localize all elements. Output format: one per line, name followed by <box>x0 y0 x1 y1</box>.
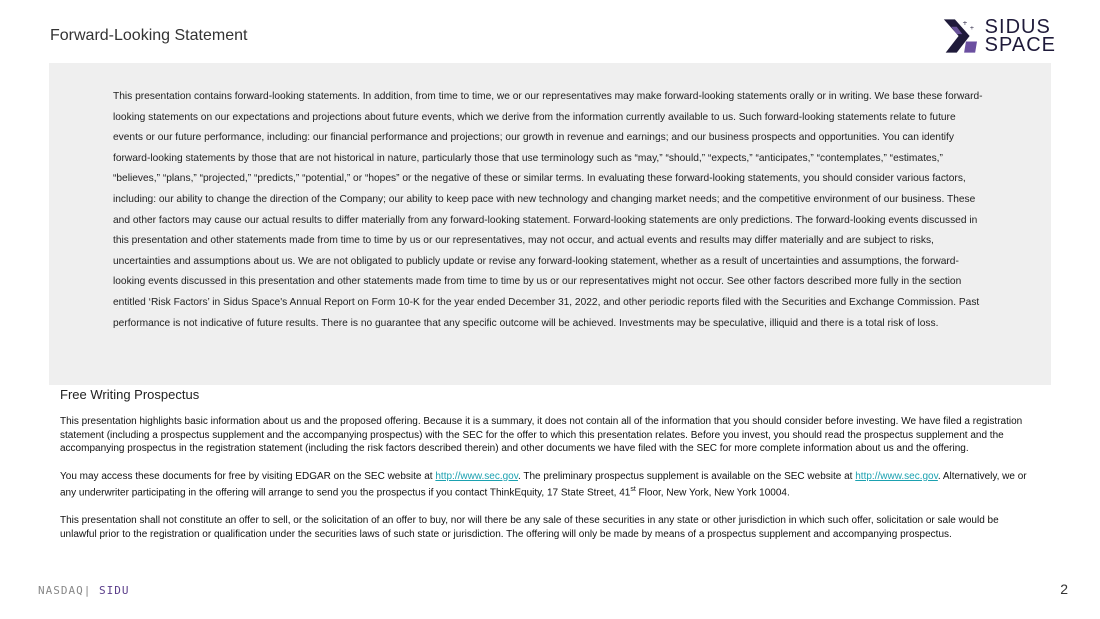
fwp-paragraph-3: This presentation shall not constitute an offer to sell, or the solicitation of an offer to buy, nor will there be any sale of these securities in any state or other jurisdiction in which such offer, solicitation or sale would be unlawful prior to the registration or qualification under the securities laws of such state or jurisdiction. The offering will only be made by means of a prospectus supplement and accompanying prospectus. <box>60 514 999 540</box>
svg-text:+: + <box>969 25 975 32</box>
fwp-p2-superscript: st <box>630 486 636 494</box>
free-writing-prospectus-heading: Free Writing Prospectus <box>60 387 200 402</box>
forward-looking-statement-panel <box>49 63 1051 385</box>
fwp-p2-text-a: You may access these documents for free by visiting EDGAR on the SEC website at <box>60 470 436 482</box>
ticker-symbol: SIDU <box>98 584 130 597</box>
sidus-logo-mark-icon <box>942 16 981 56</box>
logo-text-line1: SIDUS <box>984 16 1051 38</box>
footer-ticker <box>38 584 129 597</box>
logo-text-line2: SPACE <box>984 34 1056 56</box>
sec-link-2[interactable]: http://www.sec.gov <box>855 470 938 482</box>
page-title: Forward-Looking Statement <box>50 27 248 44</box>
exchange-label: NASDAQ| <box>38 584 92 597</box>
svg-text:+: + <box>962 18 968 27</box>
sidus-space-logo <box>942 15 1056 57</box>
page-number: 2 <box>1060 581 1068 597</box>
fwp-p2-text-b: . The preliminary prospectus supplement is available on the SEC website at <box>518 470 856 482</box>
fwp-paragraph-2 <box>60 470 1035 501</box>
sec-link-1[interactable]: http://www.sec.gov <box>435 470 519 482</box>
forward-looking-statement-text: This presentation contains forward-looking statements. In addition, from time to time, we or our representatives may make forward-looking statements orally or in writing. We base these forward-looking statements on our expectations and projections about future events, which we derive from the information currently available to us. Such forward-looking statements relate to future events or our future performance, including: our financial performance and projections; our growth in revenue and earnings; and our business prospects and opportunities. You can identify forward-looking statements by those that are not historical in nature, particularly those that use terminology such as “may,” “should,” “expects,” “anticipates,” “contemplates,” “estimates,” “believes,” “plans,” “projected,” “predicts,” “potential,” or “hopes” or the negative of these or similar terms. In evaluating these forward-looking statements, you should consider various factors, including: our ability to change the direction of the Company; our ability to keep pace with new technology and changing market needs; and the competitive environment of our business. These and other factors may cause our actual results to differ materially from any forward-looking statement. Forward-looking statements are only predictions. The forward-looking events discussed in this presentation and other statements made from time to time by us or our representatives, may not occur, and actual events and results may differ materially and are subject to risks, uncertainties and assumptions about us. We are not obligated to publicly update or revise any forward-looking statement, whether as a result of uncertainties and assumptions, the forward-looking events discussed in this presentation and other statements made from time to time by us or our representatives might not occur. See other factors described more fully in the section entitled ‘Risk Factors’ in Sidus Space's Annual Report on Form 10-K for the year ended December 31, 2022, and other periodic reports filed with the Securities and Exchange Commission. Past performance is not indicative of future results. There is no guarantee that any specific outcome will be achieved. Investments may be speculative, illiquid and there is a total risk of loss. <box>113 91 983 329</box>
fwp-p2-text-d: Floor, New York, New York 10004. <box>635 487 790 499</box>
fwp-p2-text-c: . Alternatively, we or any underwriter participating in the offering will arrange to send you the prospectus if you contact ThinkEquity, 17 State Street, 41 <box>60 470 1027 499</box>
fwp-paragraph-1: This presentation highlights basic information about us and the proposed offering. Because it is a summary, it does not contain all of the information that you should consider before investing. We have filed a registration statement (including a prospectus supplement and the accompanying prospectus) with the SEC for the offer to which this presentation relates. Before you invest, you should read the prospectus supplement and the accompanying prospectus in the registration statement (including the risk factors described therein) and other documents we have filed with the SEC for more complete information about us and the offering. <box>60 416 1023 455</box>
free-writing-prospectus-body <box>60 415 1035 555</box>
